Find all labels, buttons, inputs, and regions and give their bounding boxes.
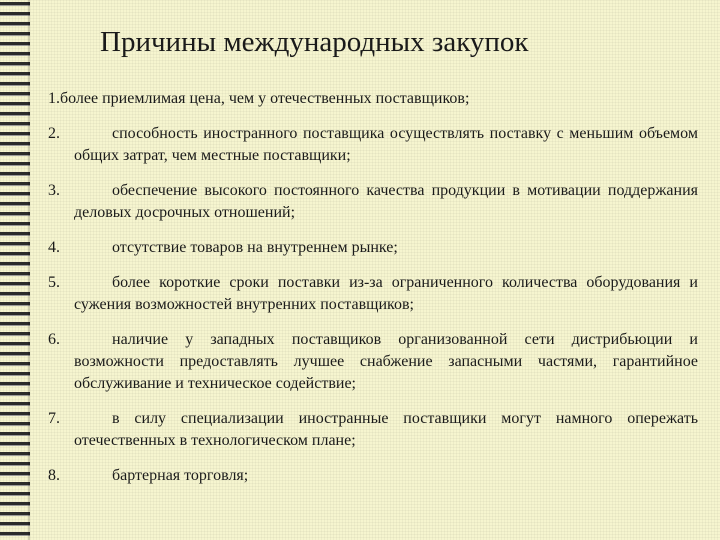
item-text: более приемлимая цена, чем у отечественных поставщиков; — [60, 90, 470, 107]
item-number: 8. — [48, 467, 60, 484]
list-item — [48, 329, 698, 395]
list-item — [48, 88, 698, 110]
item-text: способность иностранного поставщика осуществлять поставку с меньшим объемом общих затрат, чем местные поставщики; — [74, 125, 698, 164]
item-text: в силу специализации иностранные поставщики могут намного опережать отечественных в технологическом плане; — [74, 410, 698, 449]
item-number: 4. — [48, 239, 60, 256]
item-text: отсутствие товаров на внутреннем рынке; — [112, 239, 398, 256]
slide-title: Причины международных закупок — [100, 26, 529, 58]
item-text: более короткие сроки поставки из-за ограниченного количества оборудования и сужения возможностей внутренних поставщиков; — [74, 274, 698, 313]
item-text: бартерная торговля; — [112, 467, 249, 484]
list-item — [48, 272, 698, 316]
item-number: 3. — [48, 182, 60, 199]
item-text: обеспечение высокого постоянного качества продукции в мотивации поддержания деловых досрочных отношений; — [74, 182, 698, 221]
item-number: 7. — [48, 410, 60, 427]
list-item — [48, 465, 698, 487]
item-number: 1. — [48, 90, 60, 107]
item-number: 2. — [48, 125, 60, 142]
list-item — [48, 123, 698, 167]
item-text: наличие у западных поставщиков организованной сети дистрибьюции и возможности предоставлять лучшее снабжение запасными частями, гарантийное обслуживание и техническое содействие; — [74, 331, 698, 392]
list-item — [48, 408, 698, 452]
list-item — [48, 237, 698, 259]
reasons-list — [48, 88, 698, 500]
item-number: 6. — [48, 331, 60, 348]
notebook-spiral-binding — [0, 0, 30, 540]
list-item — [48, 180, 698, 224]
item-number: 5. — [48, 274, 60, 291]
